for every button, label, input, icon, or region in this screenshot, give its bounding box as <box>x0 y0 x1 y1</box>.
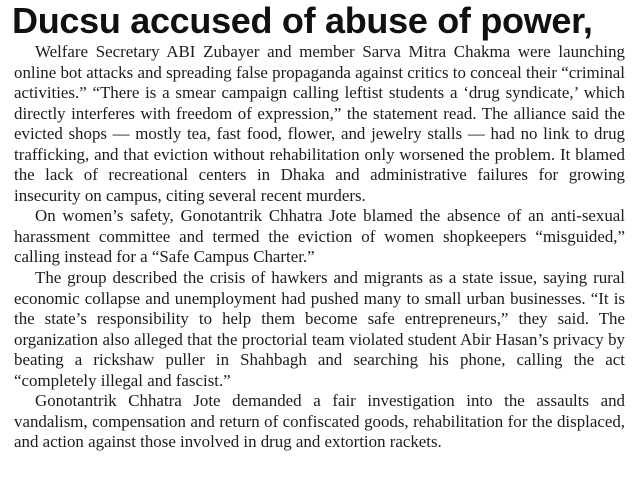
article-paragraph-2: On women’s safety, Gonotantrik Chhatra Jote blamed the absence of an anti-sexual harassment committee and termed the eviction of women shopkeepers “misguided,” calling instead for a “Safe Campus Charter.” <box>14 206 625 267</box>
article-paragraph-4: Gonotantrik Chhatra Jote demanded a fair investigation into the assaults and vandalism, compensation and return of confiscated goods, rehabilitation for the displaced, and action against those involved in drug and extortion rackets. <box>14 391 625 452</box>
article-paragraph-1: Welfare Secretary ABI Zubayer and member Sarva Mitra Chakma were launching online bot attacks and spreading false propaganda against critics to conceal their “criminal activities.” “There is a smear campaign calling leftist students a ‘drug syndicate,’ which directly interferes with freedom of expression,” the statement read. The alliance said the evicted shops — mostly tea, fast food, flower, and jewelry stalls — had no link to drug trafficking, and that eviction without rehabilitation only worsened the problem. It blamed the lack of recreational centers in Dhaka and administrative failures for growing insecurity on campus, citing several recent murders. <box>14 42 625 205</box>
article-body <box>14 42 625 453</box>
article-headline: Ducsu accused of abuse of power, <box>12 0 593 41</box>
article-paragraph-3: The group described the crisis of hawkers and migrants as a state issue, saying rural economic collapse and unemployment had pushed many to small urban businesses. “It is the state’s responsibility to help them become safe entrepreneurs,” they said. The organization also alleged that the proctorial team violated student Abir Hasan’s privacy by beating a rickshaw puller in Shahbagh and searching his phone, calling the act “completely illegal and fascist.” <box>14 268 625 390</box>
